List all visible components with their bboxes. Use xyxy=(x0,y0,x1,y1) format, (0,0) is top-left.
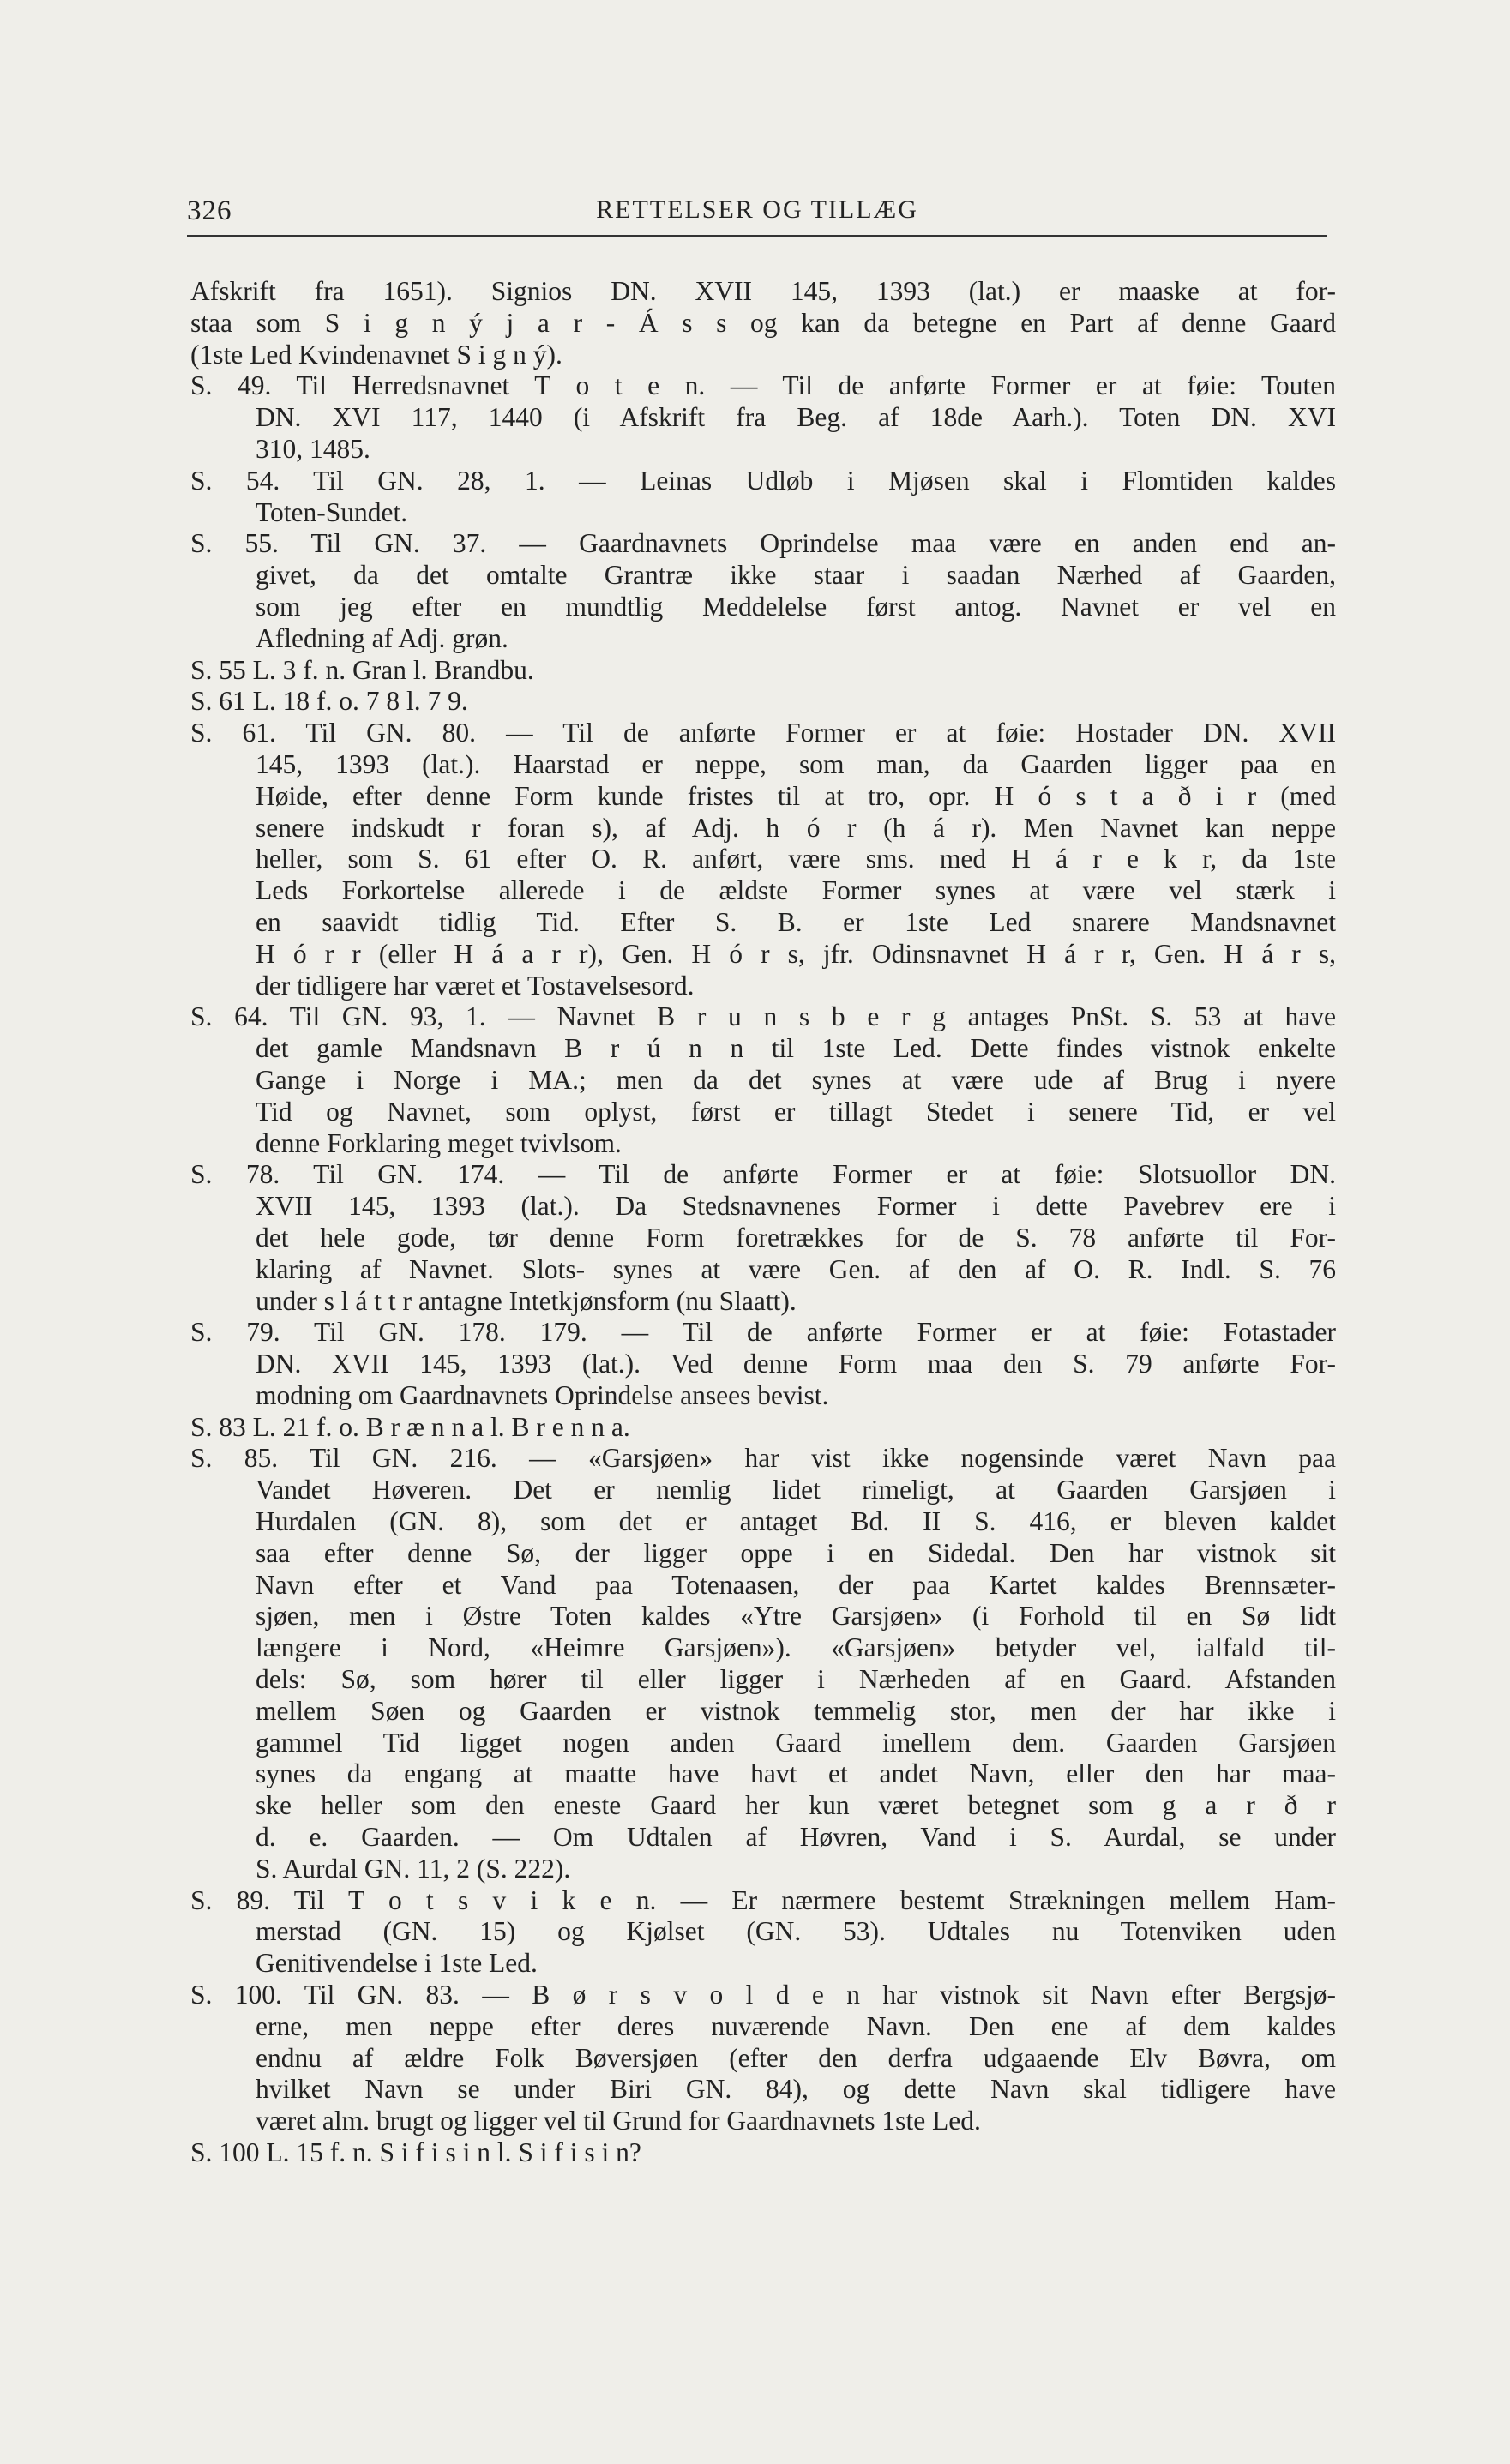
correction-entry xyxy=(190,1317,1336,1411)
text-line: S. 100. Til GN. 83. — B ø r s v o l d e n har vistnok sit Navn efter Bergsjø- xyxy=(190,1980,1336,2010)
text-line: ske heller som den eneste Gaard her kun været betegnet som g a r ð r xyxy=(256,1790,1336,1821)
text-line: (1ste Led Kvindenavnet S i g n ý). xyxy=(190,339,562,370)
text-line: S. 64. Til GN. 93, 1. — Navnet B r u n s b e r g antages PnSt. S. 53 at have xyxy=(190,1001,1336,1032)
text-line: d. e. Gaarden. — Om Udtalen af Høvren, Vand i S. Aurdal, se under xyxy=(256,1822,1336,1853)
text-line: S. 55 L. 3 f. n. Gran l. Brandbu. xyxy=(190,654,534,685)
text-line: det gamle Mandsnavn B r ú n n til 1ste Led. Dette findes vistnok enkelte xyxy=(256,1033,1336,1064)
text-line: senere indskudt r foran s), af Adj. h ó r (h á r). Men Navnet kan neppe xyxy=(256,812,1336,843)
correction-entry xyxy=(190,1159,1336,1317)
text-line: Navn efter et Vand paa Totenaasen, der paa Kartet kaldes Brennsæter- xyxy=(256,1569,1336,1600)
text-line: S. 55. Til GN. 37. — Gaardnavnets Oprindelse maa være en anden end an- xyxy=(190,528,1336,559)
text-line: DN. XVII 145, 1393 (lat.). Ved denne Form maa den S. 79 anførte For- xyxy=(256,1349,1336,1379)
text-line: der tidligere har været et Tostavelsesord. xyxy=(256,970,695,1001)
text-line: gammel Tid ligget nogen anden Gaard imellem dem. Gaarden Garsjøen xyxy=(256,1727,1336,1758)
correction-entry xyxy=(190,655,1336,687)
text-line: Afskrift fra 1651). Signios DN. XVII 145, 1393 (lat.) er maaske at for- xyxy=(190,276,1336,306)
text-line: S. 100 L. 15 f. n. S i f i s i n l. S i f i s i n? xyxy=(190,2137,641,2168)
text-line: S. 83 L. 21 f. o. B r æ n n a l. B r e n n a. xyxy=(190,1411,630,1442)
text-line: hvilket Navn se under Biri GN. 84), og dette Navn skal tidligere have xyxy=(256,2074,1336,2105)
text-line: S. 85. Til GN. 216. — «Garsjøen» har vist ikke nogensinde været Navn paa xyxy=(190,1443,1336,1474)
text-line: synes da engang at maatte have havt et andet Navn, eller den har maa- xyxy=(256,1758,1336,1789)
text-line: S. 54. Til GN. 28, 1. — Leinas Udløb i Mjøsen skal i Flomtiden kaldes xyxy=(190,465,1336,496)
text-line: som jeg efter en mundtlig Meddelelse først antog. Navnet er vel en xyxy=(256,591,1336,622)
correction-entry xyxy=(190,2137,1336,2169)
text-line: Genitivendelse i 1ste Led. xyxy=(256,1948,538,1979)
page-number: 326 xyxy=(187,195,232,226)
text-line: S. 61. Til GN. 80. — Til de anførte Former er at føie: Hostader DN. XVII xyxy=(190,718,1336,748)
text-line: heller, som S. 61 efter O. R. anført, være sms. med H á r e k r, da 1ste xyxy=(256,844,1336,874)
correction-entry xyxy=(190,686,1336,718)
text-line: sjøen, men i Østre Toten kaldes «Ytre Garsjøen» (i Forhold til en Sø lidt xyxy=(256,1601,1336,1632)
correction-entry xyxy=(190,528,1336,654)
correction-entry xyxy=(190,1885,1336,1980)
text-line: XVII 145, 1393 (lat.). Da Stedsnavnenes Former i dette Pavebrev ere i xyxy=(256,1191,1336,1222)
text-line: været alm. brugt og ligger vel til Grund for Gaardnavnets 1ste Led. xyxy=(256,2106,981,2136)
correction-entry xyxy=(190,1412,1336,1444)
correction-entry xyxy=(190,1980,1336,2137)
text-line: modning om Gaardnavnets Oprindelse ansees bevist. xyxy=(256,1379,829,1410)
text-line: DN. XVI 117, 1440 (i Afskrift fra Beg. af 18de Aarh.). Toten DN. XVI xyxy=(256,402,1336,433)
text-line: mellem Søen og Gaarden er vistnok temmelig stor, men der har ikke i xyxy=(256,1695,1336,1726)
correction-entry xyxy=(190,1443,1336,1884)
running-title: RETTELSER OG TILLÆG xyxy=(596,195,918,224)
text-line: Hurdalen (GN. 8), som det er antaget Bd. II S. 416, er bleven kaldet xyxy=(256,1506,1336,1537)
text-line: S. Aurdal GN. 11, 2 (S. 222). xyxy=(256,1853,571,1884)
page-body xyxy=(190,276,1336,2169)
correction-entry xyxy=(190,466,1336,529)
page-header xyxy=(187,190,1327,237)
text-line: Toten-Sundet. xyxy=(256,496,408,527)
text-line: S. 78. Til GN. 174. — Til de anførte Former er at føie: Slotsuollor DN. xyxy=(190,1159,1336,1190)
text-line: S. 61 L. 18 f. o. 7 8 l. 7 9. xyxy=(190,686,468,717)
text-line: 310, 1485. xyxy=(256,433,370,464)
text-line: S. 79. Til GN. 178. 179. — Til de anførte Former er at føie: Fotastader xyxy=(190,1317,1336,1348)
text-line: længere i Nord, «Heimre Garsjøen»). «Garsjøen» betyder vel, ialfald til- xyxy=(256,1632,1336,1663)
text-line: dels: Sø, som hører til eller ligger i Nærheden af en Gaard. Afstanden xyxy=(256,1664,1336,1695)
text-line: Afledning af Adj. grøn. xyxy=(256,622,508,653)
text-line: S. 89. Til T o t s v i k e n. — Er nærmere bestemt Strækningen mellem Ham- xyxy=(190,1884,1336,1915)
text-line: en saavidt tidlig Tid. Efter S. B. er 1ste Led snarere Mandsnavnet xyxy=(256,906,1336,937)
text-line: givet, da det omtalte Grantræ ikke staar i saadan Nærhed af Gaarden, xyxy=(256,560,1336,591)
correction-entry xyxy=(190,718,1336,1001)
text-line: staa som S i g n ý j a r - Á s s og kan da betegne en Part af denne Gaard xyxy=(190,307,1336,338)
text-line: under s l á t t r antagne Intetkjønsform (nu Slaatt). xyxy=(256,1285,797,1316)
text-line: det hele gode, tør denne Form foretrækkes for de S. 78 anførte til For- xyxy=(256,1222,1336,1253)
text-line: merstad (GN. 15) og Kjølset (GN. 53). Udtales nu Totenviken uden xyxy=(256,1916,1336,1947)
text-line: Vandet Høveren. Det er nemlig lidet rimeligt, at Gaarden Garsjøen i xyxy=(256,1475,1336,1505)
text-line: erne, men neppe efter deres nuværende Navn. Den ene af dem kaldes xyxy=(256,2010,1336,2041)
text-line: Gange i Norge i MA.; men da det synes at være ude af Brug i nyere xyxy=(256,1064,1336,1095)
text-line: Høide, efter denne Form kunde fristes til at tro, opr. H ó s t a ð i r (med xyxy=(256,780,1336,811)
text-line: H ó r r (eller H á a r r), Gen. H ó r s, jfr. Odinsnavnet H á r r, Gen. H á r s, xyxy=(256,938,1336,969)
correction-entry xyxy=(190,370,1336,465)
text-line: S. 49. Til Herredsnavnet T o t e n. — Til de anførte Former er at føie: Touten xyxy=(190,370,1336,401)
text-line: endnu af ældre Folk Bøversjøen (efter den derfra udgaaende Elv Bøvra, om xyxy=(256,2042,1336,2073)
text-line: denne Forklaring meget tvivlsom. xyxy=(256,1127,622,1158)
text-line: Leds Forkortelse allerede i de ældste Former synes at være vel stærk i xyxy=(256,875,1336,906)
correction-entry xyxy=(190,276,1336,370)
text-line: Tid og Navnet, som oplyst, først er tillagt Stedet i senere Tid, er vel xyxy=(256,1096,1336,1127)
correction-entry xyxy=(190,1001,1336,1159)
text-line: saa efter denne Sø, der ligger oppe i en Sidedal. Den har vistnok sit xyxy=(256,1537,1336,1568)
text-line: 145, 1393 (lat.). Haarstad er neppe, som man, da Gaarden ligger paa en xyxy=(256,748,1336,779)
text-line: klaring af Navnet. Slots- synes at være Gen. af den af O. R. Indl. S. 76 xyxy=(256,1253,1336,1284)
